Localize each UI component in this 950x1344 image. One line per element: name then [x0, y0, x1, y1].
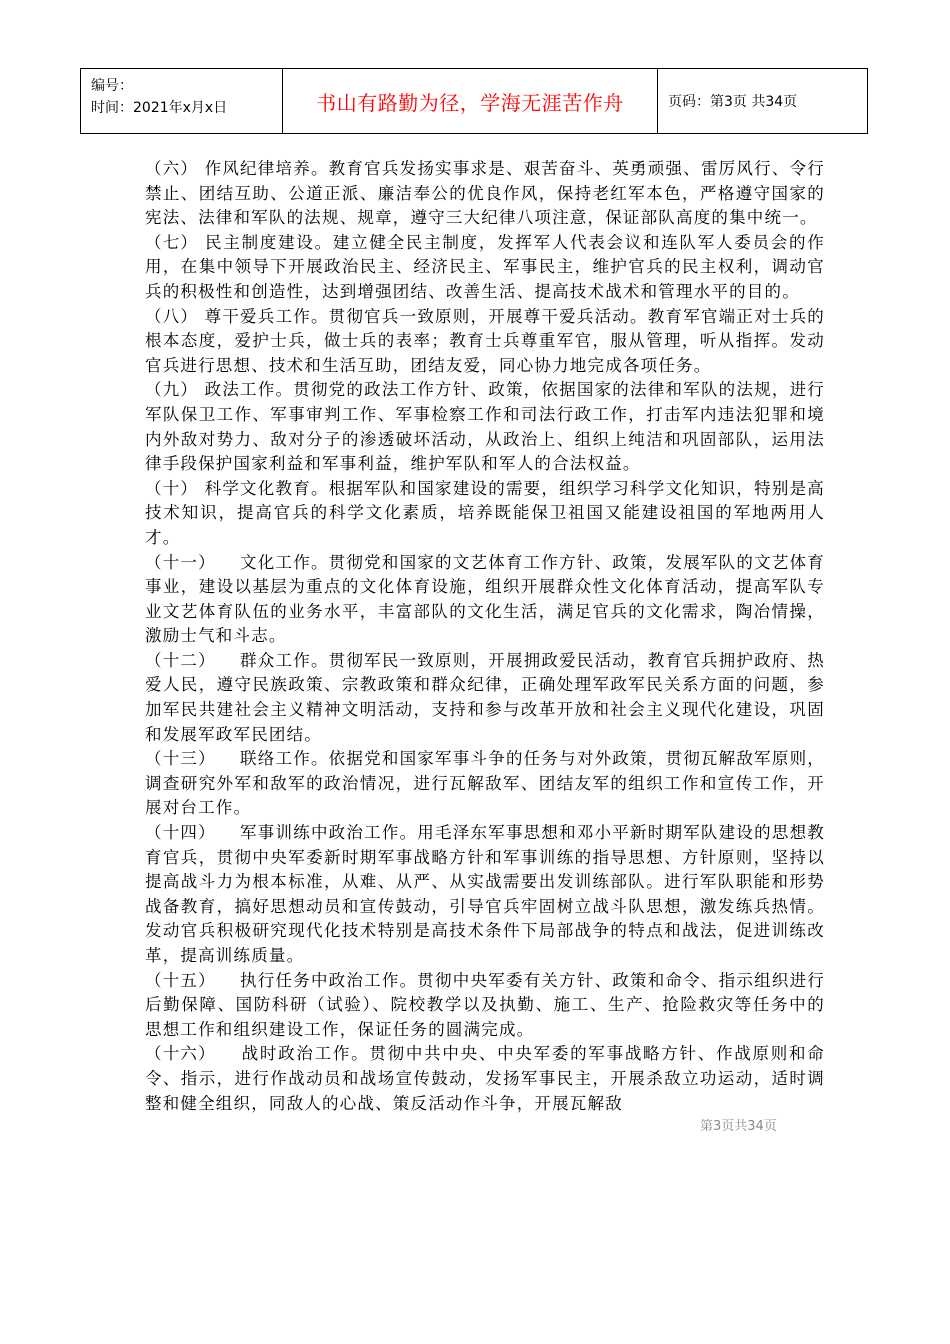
paragraph: [145, 378, 825, 476]
paragraph: [145, 1042, 825, 1116]
paragraph-gap: [216, 553, 240, 572]
paragraph: [145, 157, 825, 231]
paragraph: [145, 231, 825, 305]
paragraph-number: （七）: [145, 232, 199, 252]
document-body: [145, 157, 825, 1116]
paragraph-number: （八）: [145, 306, 199, 326]
paragraph-number: （十）: [145, 478, 199, 498]
paragraph-text: 军事训练中政治工作。用毛泽东军事思想和邓小平新时期军队建设的思想教育官兵，贯彻中央军委新时期军事战略方针和军事训练的指导思想、方针原则，坚持以提高战斗力为根本标准，从难、从严、从实战需要出发训练部队。进行军队职能和形势战备教育，搞好思想动员和宣传鼓动，引导官兵牢固树立战斗队思想，激发练兵热情。发动官兵积极研究现代化技术特别是高技术条件下局部战争的特点和战法，促进训练改革，提高训练质量。: [145, 823, 825, 965]
time-label: 时间：2021年x月x日: [91, 100, 228, 116]
paragraph-number: （十六）: [145, 1044, 216, 1064]
header-page-cell: [658, 69, 867, 133]
paragraph: [145, 649, 825, 747]
paragraph: [145, 477, 825, 551]
page-header: [80, 68, 868, 134]
paragraph-number: （十四）: [145, 823, 216, 843]
paragraph-text: 战时政治工作。贯彻中共中央、中央军委的军事战略方针、作战原则和命令、指示，进行作战动员和战场宣传鼓动，发扬军事民主，开展杀敌立功运动，适时调整和健全组织，同敌人的心战、策反活动作斗争，开展瓦解敌: [145, 1044, 825, 1113]
motto-text: 书山有路勤为径，学海无涯苦作舟: [316, 90, 624, 115]
paragraph-gap: [216, 1044, 242, 1063]
paragraph-text: 文化工作。贯彻党和国家的文艺体育工作方针、政策，发展军队的文艺体育事业，建设以基层为重点的文化体育设施，组织开展群众性文化体育活动，提高军队专业文艺体育队伍的业务水平，丰富部队的文化生活，满足官兵的文化需求，陶冶情操，激励士气和斗志。: [145, 552, 825, 646]
paragraph-text: 作风纪律培养。教育官兵发扬实事求是、艰苦奋斗、英勇顽强、雷厉风行、令行禁止、团结互助、公道正派、廉洁奉公的优良作风，保持老红军本色，严格遵守国家的宪法、法律和军队的法规、规章，遵守三大纪律八项注意，保证部队高度的集中统一。: [145, 159, 826, 228]
paragraph-number: （十五）: [145, 970, 216, 990]
paragraph-gap: [216, 651, 240, 670]
paragraph: [145, 551, 825, 649]
paragraph-number: （六）: [145, 159, 199, 178]
paragraph-text: 尊干爱兵工作。贯彻官兵一致原则，开展尊干爱兵活动。教育军官端正对士兵的根本态度，爱护士兵，做士兵的表率；教育士兵尊重军官，服从管理，听从指挥。发动官兵进行思想、技术和生活互助，团结友爱，同心协力地完成各项任务。: [145, 306, 826, 375]
paragraph-number: （十一）: [145, 552, 216, 572]
paragraph: [145, 969, 825, 1043]
paragraph-text: 联络工作。依据党和国家军事斗争的任务与对外政策，贯彻瓦解敌军原则，调查研究外军和敌军的政治情况，进行瓦解敌军、团结友军的组织工作和宣传工作，开展对台工作。: [145, 749, 825, 818]
paragraph-text: 科学文化教育。根据军队和国家建设的需要，组织学习科学文化知识，特别是高技术知识，提高官兵的科学文化素质，培养既能保卫祖国又能建设祖国的军地两用人才。: [145, 478, 826, 547]
paragraph-text: 民主制度建设。建立健全民主制度，发挥军人代表会议和连队军人委员会的作用，在集中领导下开展政治民主、经济民主、军事民主，维护官兵的民主权利，调动官兵的积极性和创造性，达到增强团结、改善生活、提高技术战术和管理水平的目的。: [145, 232, 825, 301]
paragraph: [145, 747, 825, 821]
number-label: 编号：: [91, 78, 133, 94]
header-meta-cell: [81, 69, 283, 133]
paragraph-gap: [216, 823, 240, 842]
paragraph-gap: [216, 971, 240, 990]
paragraph: [145, 821, 825, 969]
header-motto-cell: [283, 69, 658, 133]
paragraph-number: （十二）: [145, 650, 216, 670]
paragraph-number: （九）: [145, 380, 199, 400]
paragraph-number: （十三）: [145, 749, 216, 769]
paragraph: [145, 305, 825, 379]
paragraph-gap: [216, 749, 240, 768]
paragraph-text: 群众工作。贯彻军民一致原则，开展拥政爱民活动，教育官兵拥护政府、热爱人民，遵守民族政策、宗教政策和群众纪律，正确处理军政军民关系方面的问题，参加军民共建社会主义精神文明活动，支持和参与改革开放和社会主义现代化建设，巩固和发展军政军民团结。: [145, 650, 825, 744]
page-watermark: 第3页共34页: [700, 1119, 777, 1134]
page-info: 页码：第3页 共34页: [668, 94, 798, 110]
paragraph-text: 执行任务中政治工作。贯彻中央军委有关方针、政策和命令、指示组织进行后勤保障、国防科研（试验）、院校教学以及执勤、施工、生产、抢险救灾等任务中的思想工作和组织建设工作，保证任务的圆满完成。: [145, 970, 825, 1039]
paragraph-text: 政法工作。贯彻党的政法工作方针、政策，依据国家的法律和军队的法规，进行军队保卫工作、军事审判工作、军事检察工作和司法行政工作，打击军内违法犯罪和境内外敌对势力、敌对分子的渗透破坏活动，从政治上、组织上纯洁和巩固部队，运用法律手段保护国家利益和军事利益，维护军队和军人的合法权益。: [145, 380, 826, 474]
